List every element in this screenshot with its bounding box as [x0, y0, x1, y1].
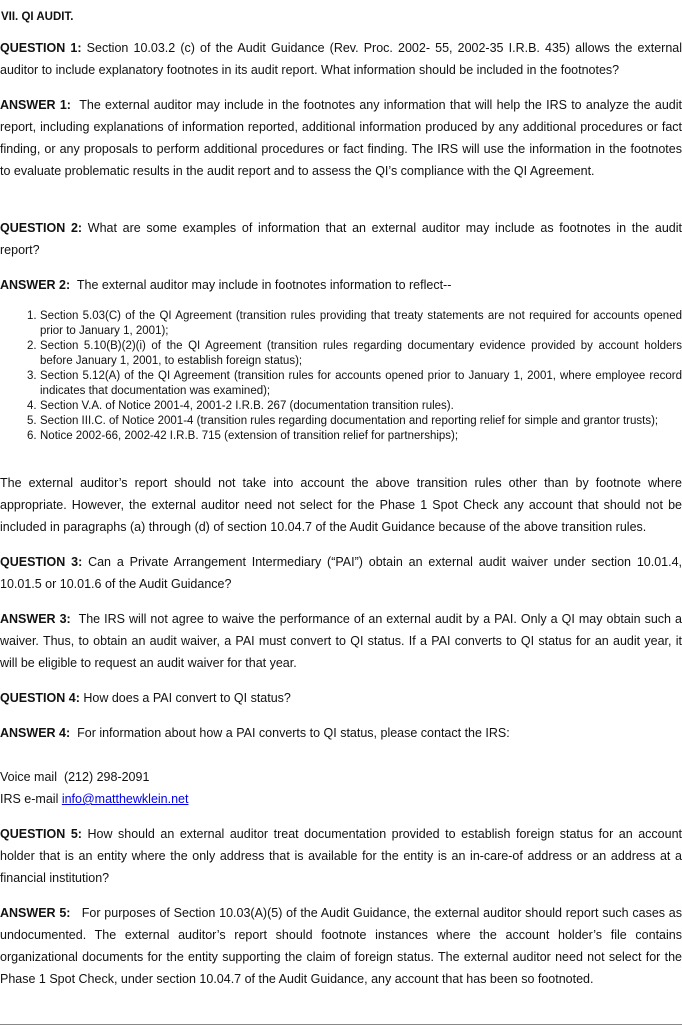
list-item	[27, 369, 682, 399]
question-2-label: QUESTION 2:	[0, 221, 83, 235]
question-2-text: What are some examples of information that an external auditor may include as footnotes in the audit report?	[0, 221, 682, 257]
question-5-label: QUESTION 5:	[0, 827, 82, 841]
answer-3	[0, 608, 682, 674]
answer-4	[0, 722, 682, 744]
list-item-number: 5.	[27, 415, 37, 427]
question-3	[0, 551, 682, 595]
answer-3-label: ANSWER 3:	[0, 612, 71, 626]
answer-2	[0, 274, 682, 296]
list-item-number: 4.	[27, 400, 37, 412]
answer-1-label: ANSWER 1:	[0, 98, 71, 112]
answer-5-text: For purposes of Section 10.03(A)(5) of the Audit Guidance, the external auditor should report such cases as undocumented. The external auditor’s report should footnote instances where the account holder’s file contains organizational documents for the entity supporting the claim of foreign status. The external auditor need not select for the Phase 1 Spot Check, under section 10.04.7 of the Audit Guidance, any account that has been so footnoted.	[0, 906, 682, 986]
question-2	[0, 217, 682, 261]
email-line	[0, 788, 188, 810]
list-item	[27, 339, 682, 369]
question-1-label: QUESTION 1:	[0, 41, 82, 55]
bottom-divider	[0, 1024, 682, 1025]
list-item-number: 2.	[27, 340, 37, 352]
answer-2-followup: The external auditor’s report should not take into account the above transition rules other than by footnote where appropriate. However, the external auditor need not select for the Phase 1 Spot Check any account that should not be included in paragraphs (a) through (d) of section 10.04.7 of the Audit Guidance because of the above transition rules.	[0, 476, 682, 534]
question-3-text: Can a Private Arrangement Intermediary (“PAI”) obtain an external audit waiver under section 10.01.4, 10.01.5 or 10.01.6 of the Audit Guidance?	[0, 555, 682, 591]
list-item-text: Notice 2002-66, 2002-42 I.R.B. 715 (extension of transition relief for partnerships);	[40, 430, 459, 442]
answer-4-text: For information about how a PAI converts to QI status, please contact the IRS:	[77, 726, 510, 740]
question-4-text: How does a PAI convert to QI status?	[83, 691, 291, 705]
section-heading: VII. QI AUDIT.	[1, 11, 74, 23]
list-item	[27, 414, 682, 429]
voice-mail-number: (212) 298-2091	[63, 770, 150, 784]
transition-rules-list	[27, 309, 682, 444]
email-link[interactable]: info@matthewklein.net	[61, 792, 189, 806]
answer-1	[0, 94, 682, 182]
list-item-number: 6.	[27, 430, 37, 442]
question-1-text: Section 10.03.2 (c) of the Audit Guidance (Rev. Proc. 2002- 55, 2002-35 I.R.B. 435) allows the external auditor to include explanatory footnotes in its audit report. What information should be included in the footnotes?	[0, 41, 682, 77]
answer-3-text: The IRS will not agree to waive the performance of an external audit by a PAI. Only a QI may obtain such a waiver. Thus, to obtain an audit waiver, a PAI must convert to QI status. If a PAI converts to QI status for an audit year, it will be eligible to request an audit waiver for that year.	[0, 612, 682, 670]
list-item	[27, 399, 682, 414]
question-4-label: QUESTION 4:	[0, 691, 80, 705]
list-item-text: Section III.C. of Notice 2001-4 (transition rules regarding documentation and reporting relief for simple and grantor trusts);	[40, 415, 659, 427]
answer-5	[0, 902, 682, 990]
question-1	[0, 37, 682, 81]
question-5-text: How should an external auditor treat documentation provided to establish foreign status for an account holder that is an entity where the only address that is available for the entity is an in-care-of address or an address at a financial institution?	[0, 827, 682, 885]
list-item-number: 1.	[27, 310, 37, 322]
list-item	[27, 309, 682, 339]
answer-2-label: ANSWER 2:	[0, 278, 71, 292]
answer-4-label: ANSWER 4:	[0, 726, 71, 740]
answer-5-label: ANSWER 5:	[0, 906, 71, 920]
answer-1-text: The external auditor may include in the footnotes any information that will help the IRS to analyze the audit report, including explanations of information reported, additional information produced by any additional procedures or fact finding, or any proposals to perform additional procedures or fact finding. The IRS will use the information in the footnotes to evaluate problematic results in the audit report and to assess the QI’s compliance with the QI Agreement.	[0, 98, 682, 178]
list-item-text: Section 5.10(B)(2)(i) of the QI Agreement (transition rules regarding documentary evidence provided by account holders before January 1, 2001, to establish foreign status);	[40, 340, 682, 367]
voice-mail-line	[0, 766, 149, 788]
question-3-label: QUESTION 3:	[0, 555, 83, 569]
question-4	[0, 687, 682, 709]
question-5	[0, 823, 682, 889]
list-item-text: Section 5.12(A) of the QI Agreement (transition rules for accounts opened prior to January 1, 2001, where employee record indicates that documentation was examined);	[40, 370, 682, 397]
list-item-text: Section V.A. of Notice 2001-4, 2001-2 I.R.B. 267 (documentation transition rules).	[40, 400, 454, 412]
list-item-text: Section 5.03(C) of the QI Agreement (transition rules providing that treaty statements are not required for accounts opened prior to January 1, 2001);	[40, 310, 682, 337]
answer-2-text: The external auditor may include in footnotes information to reflect--	[76, 278, 452, 292]
voice-mail-label: Voice mail	[0, 770, 57, 784]
list-item	[27, 429, 682, 444]
email-label: IRS e-mail	[0, 792, 59, 806]
list-item-number: 3.	[27, 370, 37, 382]
